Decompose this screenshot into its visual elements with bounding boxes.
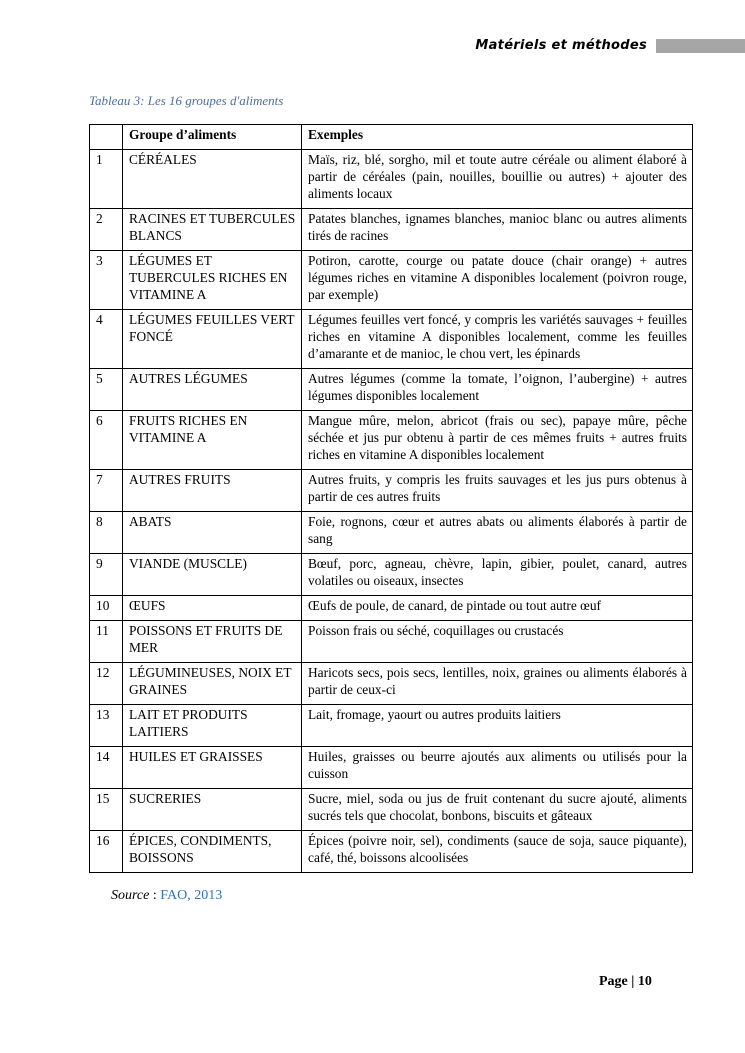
row-examples: Mangue mûre, melon, abricot (frais ou sec), papaye mûre, pêche séchée et jus pur obtenu à partir de ces mêmes fruits + autres fruits riches en vitamine A disponibles localement	[302, 411, 693, 470]
row-examples: Œufs de poule, de canard, de pintade ou tout autre œuf	[302, 596, 693, 621]
row-number: 13	[90, 705, 123, 747]
source-note	[111, 888, 222, 904]
food-groups-table	[89, 124, 693, 873]
row-examples: Foie, rognons, cœur et autres abats ou aliments élaborés à partir de sang	[302, 512, 693, 554]
row-number: 14	[90, 747, 123, 789]
table-row	[90, 512, 693, 554]
row-examples: Potiron, carotte, courge ou patate douce (chair orange) + autres légumes riches en vitamine A disponibles localement (poivron rouge, par exemple)	[302, 251, 693, 310]
row-examples: Légumes feuilles vert foncé, y compris les variétés sauvages + feuilles riches en vitamine A disponibles localement, comme les feuilles d’amarante et de manioc, le chou vert, les épinards	[302, 310, 693, 369]
row-examples: Épices (poivre noir, sel), condiments (sauce de soja, sauce piquante), café, thé, boissons alcoolisées	[302, 831, 693, 873]
row-number: 11	[90, 621, 123, 663]
table-row	[90, 209, 693, 251]
row-group: AUTRES LÉGUMES	[123, 369, 302, 411]
row-examples: Autres fruits, y compris les fruits sauvages et les jus purs obtenus à partir de ces autres fruits	[302, 470, 693, 512]
header-bar	[656, 39, 745, 53]
row-number: 16	[90, 831, 123, 873]
row-examples: Huiles, graisses ou beurre ajoutés aux aliments ou utilisés pour la cuisson	[302, 747, 693, 789]
table-row	[90, 789, 693, 831]
table-row	[90, 596, 693, 621]
row-group: ABATS	[123, 512, 302, 554]
row-group: FRUITS RICHES EN VITAMINE A	[123, 411, 302, 470]
table-caption: Tableau 3: Les 16 groupes d'aliments	[89, 93, 284, 108]
table-row	[90, 705, 693, 747]
page-number: Page | 10	[599, 974, 652, 989]
table-row	[90, 554, 693, 596]
row-examples: Patates blanches, ignames blanches, manioc blanc ou autres aliments tirés de racines	[302, 209, 693, 251]
row-number: 1	[90, 150, 123, 209]
source-separator: :	[149, 888, 161, 903]
row-number: 15	[90, 789, 123, 831]
row-group: ŒUFS	[123, 596, 302, 621]
row-number: 7	[90, 470, 123, 512]
row-examples: Poisson frais ou séché, coquillages ou crustacés	[302, 621, 693, 663]
table-row	[90, 831, 693, 873]
row-group: LÉGUMES FEUILLES VERT FONCÉ	[123, 310, 302, 369]
header-group: Groupe d’aliments	[123, 125, 302, 150]
row-group: HUILES ET GRAISSES	[123, 747, 302, 789]
table-row	[90, 470, 693, 512]
table-row	[90, 251, 693, 310]
row-group: LÉGUMES ET TUBERCULES RICHES EN VITAMINE A	[123, 251, 302, 310]
row-number: 8	[90, 512, 123, 554]
row-number: 6	[90, 411, 123, 470]
row-number: 3	[90, 251, 123, 310]
row-group: VIANDE (MUSCLE)	[123, 554, 302, 596]
source-link[interactable]: FAO, 2013	[160, 888, 223, 903]
row-group: LÉGUMINEUSES, NOIX ET GRAINES	[123, 663, 302, 705]
row-number: 10	[90, 596, 123, 621]
table-row	[90, 369, 693, 411]
row-examples: Autres légumes (comme la tomate, l’oignon, l’aubergine) + autres légumes disponibles localement	[302, 369, 693, 411]
table-row	[90, 411, 693, 470]
row-examples: Sucre, miel, soda ou jus de fruit contenant du sucre ajouté, aliments sucrés tels que chocolat, bonbons, biscuits et gâteaux	[302, 789, 693, 831]
header-examples: Exemples	[302, 125, 693, 150]
row-number: 12	[90, 663, 123, 705]
row-examples: Haricots secs, pois secs, lentilles, noix, graines ou aliments élaborés à partir de ceux-ci	[302, 663, 693, 705]
row-number: 9	[90, 554, 123, 596]
table-row	[90, 747, 693, 789]
row-group: POISSONS ET FRUITS DE MER	[123, 621, 302, 663]
table-row	[90, 663, 693, 705]
source-label: Source	[111, 888, 150, 903]
row-examples: Maïs, riz, blé, sorgho, mil et toute autre céréale ou aliment élaboré à partir de céréales (pain, nouilles, bouillie ou autres) + ajouter des aliments locaux	[302, 150, 693, 209]
section-title: Matériels et méthodes	[475, 38, 647, 53]
row-number: 5	[90, 369, 123, 411]
row-group: CÉRÉALES	[123, 150, 302, 209]
row-examples: Lait, fromage, yaourt ou autres produits laitiers	[302, 705, 693, 747]
row-number: 4	[90, 310, 123, 369]
row-examples: Bœuf, porc, agneau, chèvre, lapin, gibier, poulet, canard, autres volatiles ou oiseaux, insectes	[302, 554, 693, 596]
row-group: ÉPICES, CONDIMENTS, BOISSONS	[123, 831, 302, 873]
row-group: AUTRES FRUITS	[123, 470, 302, 512]
header-number	[90, 125, 123, 150]
table-row	[90, 150, 693, 209]
table-header-row	[90, 125, 693, 150]
row-number: 2	[90, 209, 123, 251]
table-row	[90, 310, 693, 369]
row-group: RACINES ET TUBERCULES BLANCS	[123, 209, 302, 251]
row-group: LAIT ET PRODUITS LAITIERS	[123, 705, 302, 747]
table-row	[90, 621, 693, 663]
row-group: SUCRERIES	[123, 789, 302, 831]
